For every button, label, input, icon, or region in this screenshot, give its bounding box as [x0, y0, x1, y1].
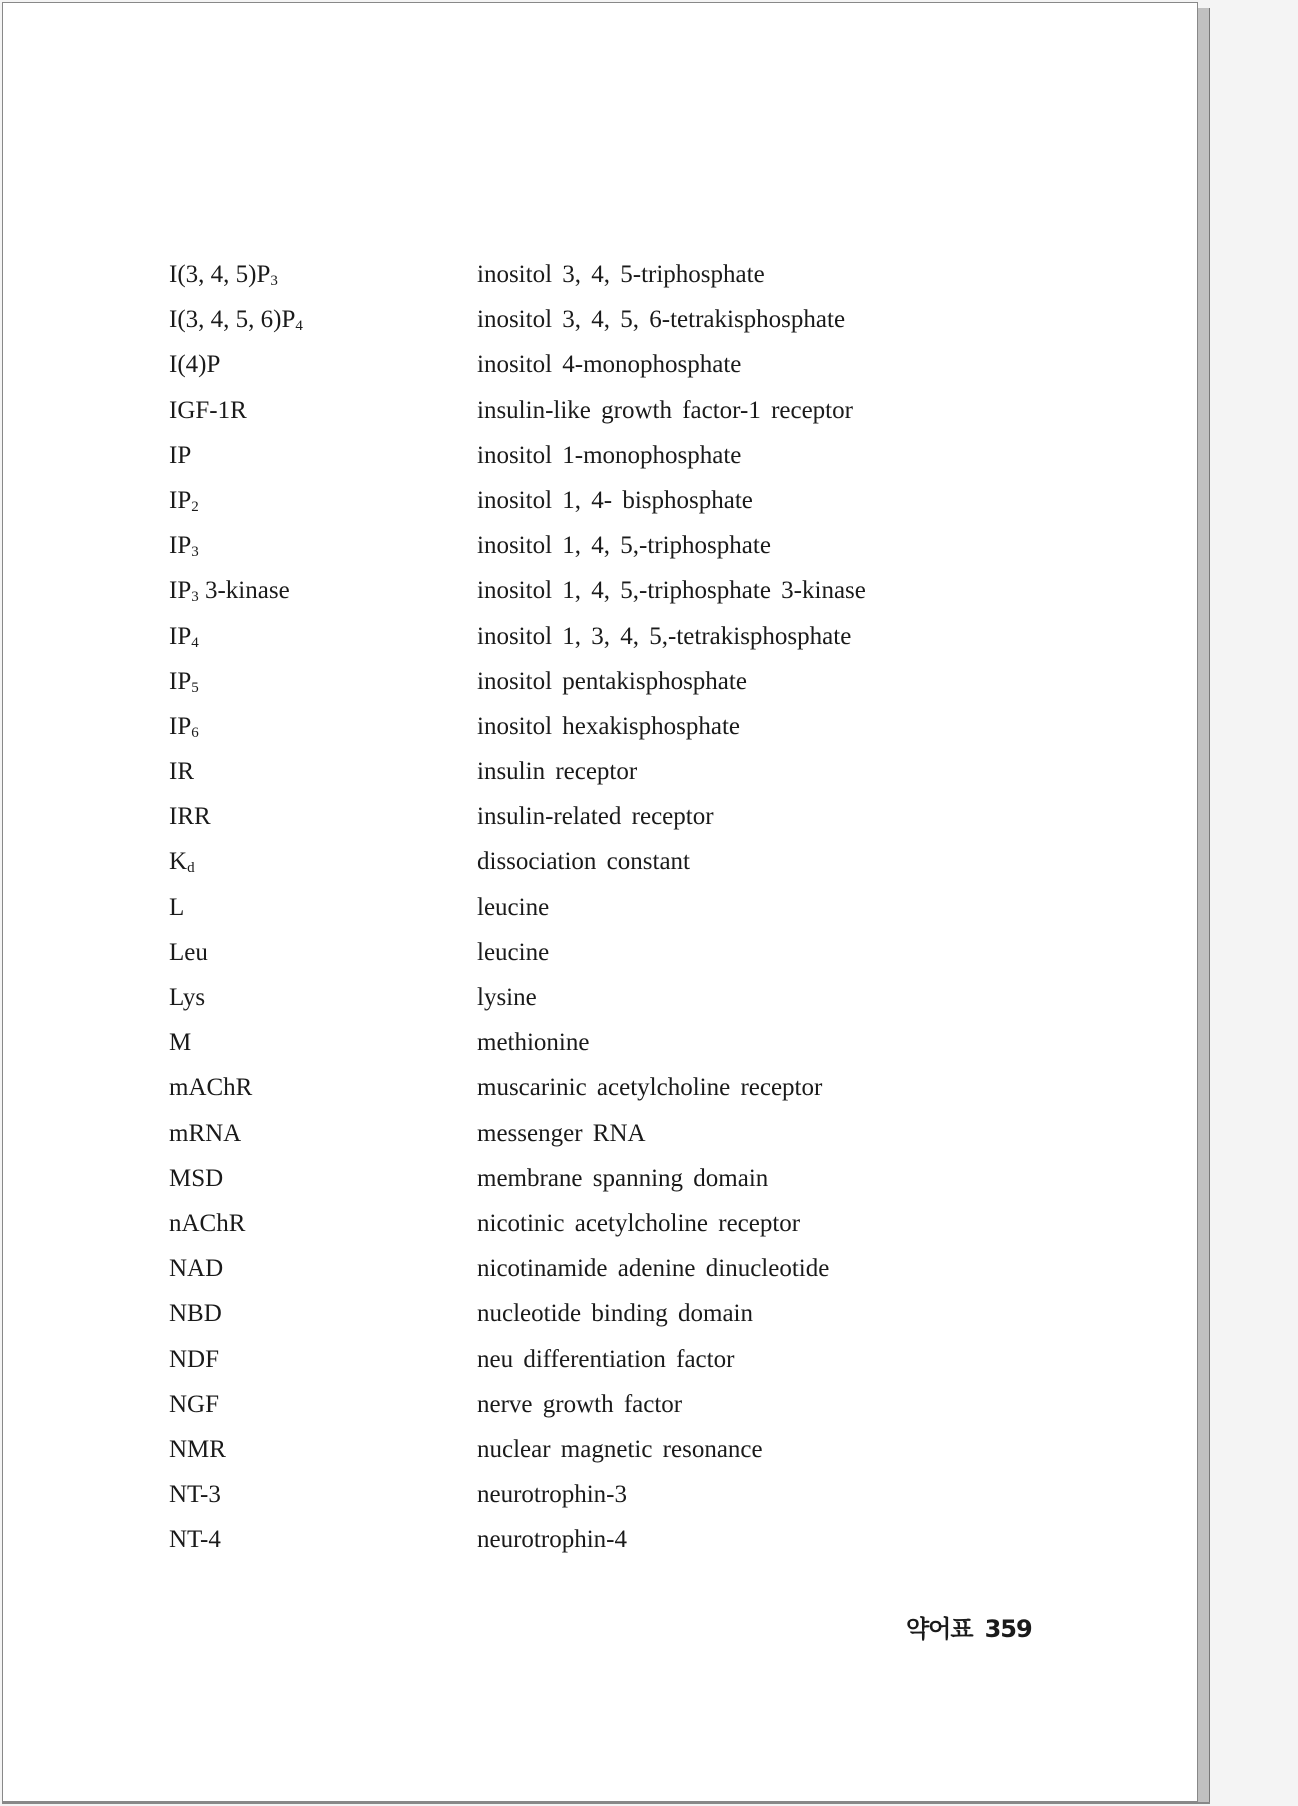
page-edge-shadow — [1198, 8, 1210, 1804]
definition: lysine — [477, 984, 537, 1011]
list-item — [3, 255, 1199, 300]
definition: inositol pentakisphosphate — [477, 667, 747, 695]
list-item — [3, 1114, 1199, 1159]
abbreviation-subscript: 4 — [191, 634, 199, 651]
abbreviation-main: IP — [169, 486, 192, 514]
abbreviation — [169, 300, 303, 340]
abbreviation — [169, 978, 205, 1018]
abbreviation — [169, 345, 220, 385]
abbreviation — [169, 1249, 223, 1289]
list-item — [3, 617, 1199, 662]
list-item — [3, 1430, 1199, 1475]
abbreviation — [169, 436, 191, 476]
definition: insulin-related receptor — [477, 803, 714, 831]
abbreviation-subscript: 3 — [191, 589, 199, 606]
list-item — [3, 345, 1199, 390]
list-item — [3, 662, 1199, 707]
definition: nucleotide binding domain — [477, 1300, 754, 1328]
abbreviation-suffix: 3-kinase — [198, 577, 290, 605]
abbreviation — [169, 1294, 222, 1334]
definition: neurotrophin-4 — [477, 1526, 627, 1554]
list-item — [3, 933, 1199, 978]
abbreviation-main: IRR — [169, 803, 211, 831]
definition: messenger RNA — [477, 1119, 646, 1147]
list-item — [3, 526, 1199, 571]
abbreviation-main: NT-3 — [169, 1481, 221, 1509]
abbreviation-main: NGF — [169, 1390, 220, 1418]
abbreviation — [169, 617, 199, 657]
abbreviation — [169, 842, 195, 882]
list-item — [3, 842, 1199, 887]
list-item — [3, 436, 1199, 481]
definition: inositol 1-monophosphate — [477, 441, 742, 469]
abbreviation-main: MSD — [169, 1164, 224, 1192]
abbreviation — [169, 1159, 223, 1199]
abbreviation-main: IP — [169, 622, 192, 650]
definition: leucine — [477, 893, 550, 921]
list-item — [3, 1068, 1199, 1113]
list-item — [3, 571, 1199, 616]
abbreviation — [169, 1430, 226, 1470]
definition: methionine — [477, 1029, 590, 1057]
definition: inositol 1, 4, 5,-triphosphate 3-kinase — [477, 577, 866, 605]
abbreviation-main: nAChR — [169, 1209, 246, 1237]
definition: inositol 1, 4- bisphosphate — [477, 486, 753, 514]
definition: muscarinic acetylcholine receptor — [477, 1074, 823, 1102]
definition: membrane spanning domain — [477, 1164, 769, 1192]
list-item — [3, 1249, 1199, 1294]
abbreviation — [169, 707, 199, 747]
abbreviation-main: IP — [169, 577, 192, 605]
definition: leucine — [477, 938, 550, 966]
abbreviation-subscript: 3 — [270, 273, 278, 289]
definition: insulin-like growth factor-1 receptor — [477, 396, 853, 424]
abbreviation — [169, 1114, 241, 1154]
abbreviation-main: IP — [169, 532, 192, 560]
abbreviation — [169, 1520, 221, 1560]
list-item — [3, 1023, 1199, 1068]
abbreviation-main: M — [169, 1029, 192, 1057]
abbreviation-main: NMR — [169, 1435, 226, 1463]
page-number: 359 — [984, 1615, 1032, 1643]
section-title: 약어표 — [906, 1615, 973, 1643]
abbreviation-main: mAChR — [169, 1074, 253, 1102]
list-item — [3, 797, 1199, 842]
abbreviation — [169, 662, 199, 702]
abbreviation — [169, 1385, 219, 1425]
definition: inositol 3, 4, 5, 6-tetrakisphosphate — [477, 306, 846, 334]
list-item — [3, 1385, 1199, 1430]
definition: inositol hexakisphosphate — [477, 712, 740, 740]
abbreviation-main: IP — [169, 712, 192, 740]
abbreviation — [169, 752, 194, 792]
list-item — [3, 1204, 1199, 1249]
definition: neu differentiation factor — [477, 1345, 735, 1373]
abbreviation — [169, 481, 199, 521]
abbreviation-subscript: d — [187, 860, 195, 877]
abbreviation — [169, 391, 247, 431]
abbreviation — [169, 571, 290, 611]
abbreviation-main: mRNA — [169, 1119, 242, 1147]
definition: inositol 4-monophosphate — [477, 351, 742, 379]
definition: inositol 1, 4, 5,-triphosphate — [477, 532, 771, 560]
page-footer — [906, 1609, 1032, 1644]
definition: nicotinic acetylcholine receptor — [477, 1209, 801, 1237]
abbreviation-subscript: 4 — [295, 318, 303, 335]
page-bottom-edge — [2, 1802, 1210, 1804]
list-item — [3, 1294, 1199, 1339]
abbreviation-subscript: 5 — [191, 679, 199, 696]
abbreviation-main: IP — [169, 667, 192, 695]
definition: neurotrophin-3 — [477, 1481, 627, 1509]
abbreviation-main: I(3, 4, 5, 6)P — [169, 306, 296, 334]
abbreviation-main: I(4)P — [169, 351, 221, 379]
abbreviation-main: I(3, 4, 5)P — [169, 261, 271, 288]
abbreviation-subscript: 3 — [191, 544, 199, 561]
abbreviation — [169, 1204, 245, 1244]
abbreviation — [169, 255, 278, 295]
list-item — [3, 481, 1199, 526]
abbreviation — [169, 888, 184, 928]
abbreviation-subscript: 6 — [191, 724, 199, 741]
abbreviation — [169, 526, 199, 566]
abbreviation-main: IR — [169, 758, 194, 786]
abbreviation-main: NDF — [169, 1345, 220, 1373]
abbreviation-list — [3, 255, 1199, 1565]
abbreviation — [169, 797, 211, 837]
abbreviation — [169, 1068, 252, 1108]
definition: insulin receptor — [477, 758, 638, 786]
list-item — [3, 1475, 1199, 1520]
abbreviation — [169, 1475, 221, 1515]
abbreviation-main: K — [169, 848, 188, 876]
document-page — [2, 2, 1198, 1802]
abbreviation-main: NT-4 — [169, 1526, 221, 1554]
abbreviation-subscript: 2 — [191, 498, 199, 515]
list-item — [3, 752, 1199, 797]
definition: nerve growth factor — [477, 1390, 683, 1418]
definition: inositol 3, 4, 5-triphosphate — [477, 261, 765, 288]
list-item — [3, 391, 1199, 436]
abbreviation-main: Leu — [169, 938, 208, 966]
abbreviation-main: NAD — [169, 1255, 224, 1283]
list-item — [3, 1340, 1199, 1385]
abbreviation-main: IP — [169, 441, 192, 469]
definition: inositol 1, 3, 4, 5,-tetrakisphosphate — [477, 622, 852, 650]
abbreviation-main: NBD — [169, 1300, 222, 1328]
abbreviation — [169, 933, 208, 973]
definition: nuclear magnetic resonance — [477, 1435, 763, 1463]
list-item — [3, 888, 1199, 933]
list-item — [3, 1520, 1199, 1565]
abbreviation — [169, 1023, 191, 1063]
definition: dissociation constant — [477, 848, 690, 876]
list-item — [3, 1159, 1199, 1204]
abbreviation-main: IGF-1R — [169, 396, 247, 424]
list-item — [3, 978, 1199, 1023]
abbreviation-main: L — [169, 893, 185, 921]
abbreviation — [169, 1340, 219, 1380]
list-item — [3, 300, 1199, 345]
definition: nicotinamide adenine dinucleotide — [477, 1255, 830, 1283]
list-item — [3, 707, 1199, 752]
abbreviation-main: Lys — [169, 984, 206, 1011]
